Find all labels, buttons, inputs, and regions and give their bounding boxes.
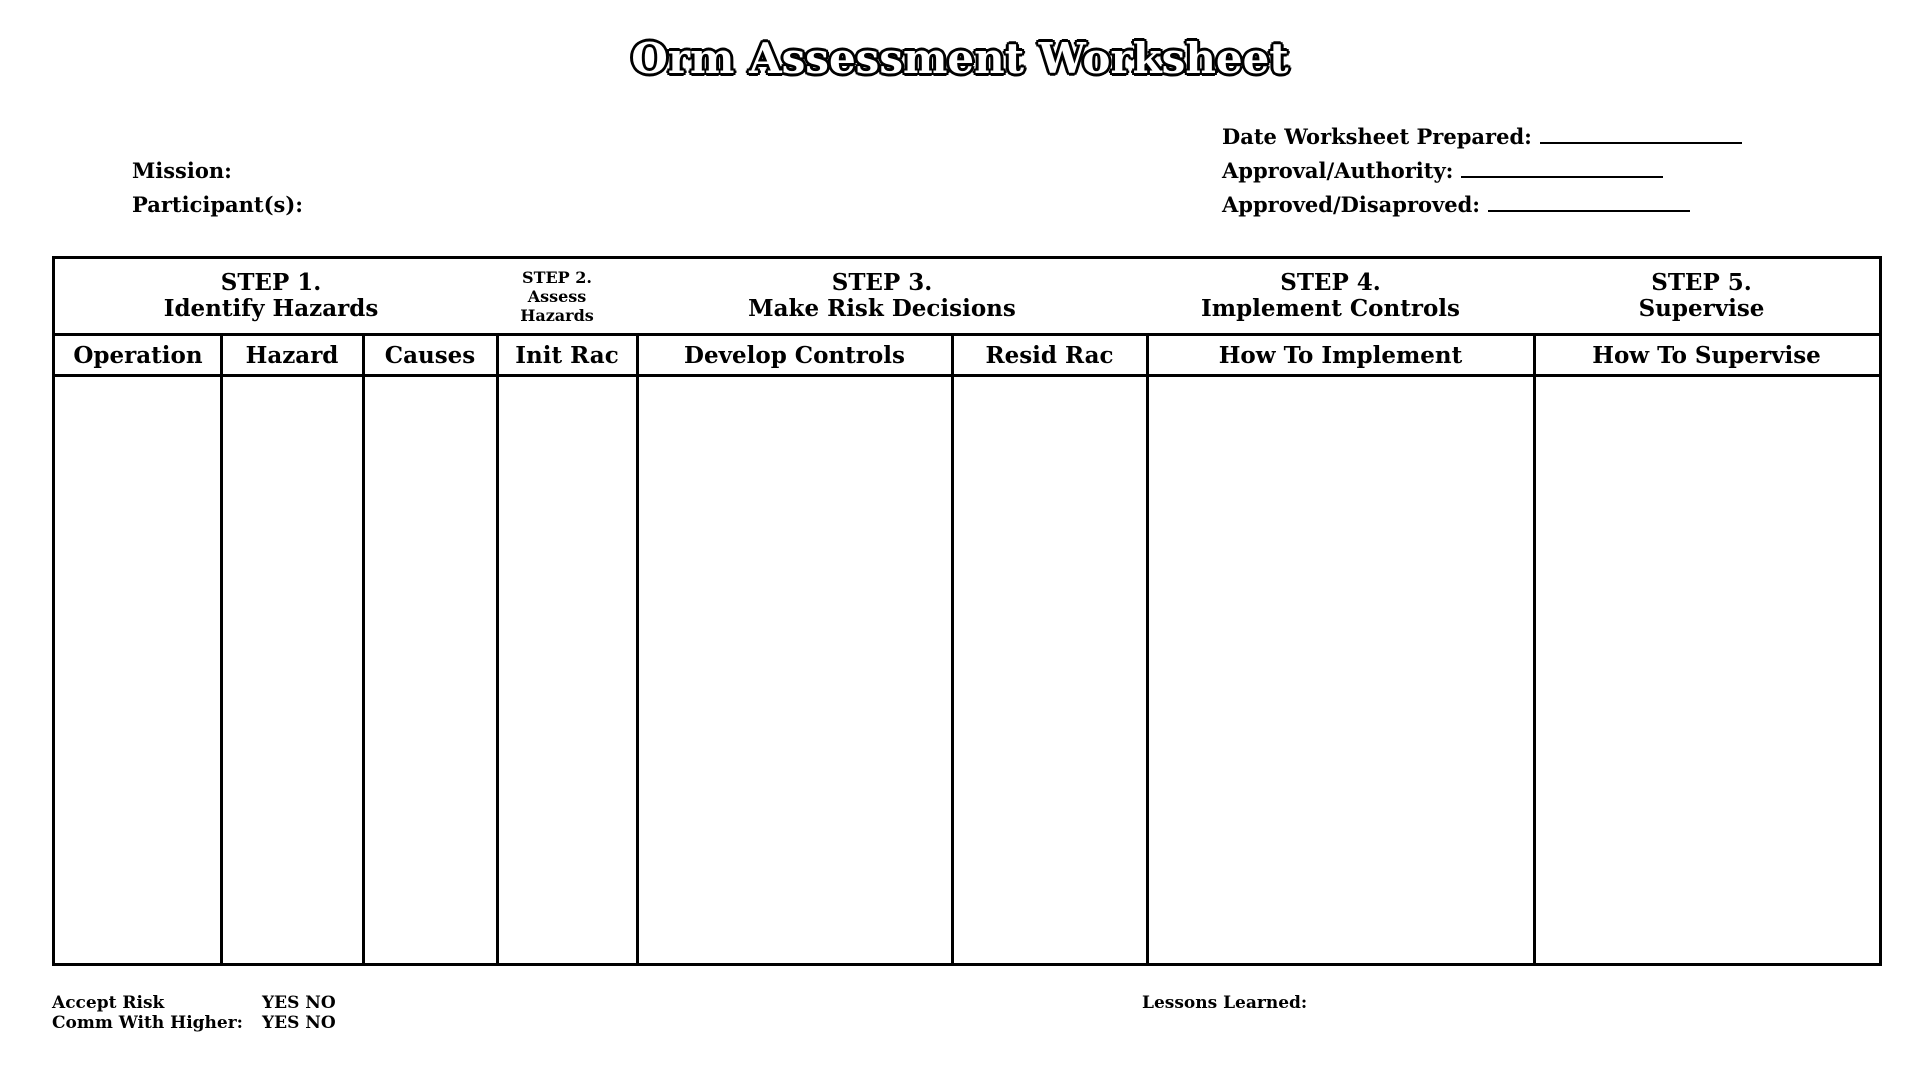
step-3-name: Make Risk Decisions bbox=[748, 295, 1016, 322]
worksheet-title: Orm Assessment Worksheet bbox=[631, 34, 1289, 83]
step-2-number: STEP 2. bbox=[522, 267, 592, 287]
approval-authority-field[interactable] bbox=[1222, 158, 1663, 183]
develop-controls-entry-cell[interactable] bbox=[639, 377, 951, 963]
init-rac-entry-cell[interactable] bbox=[499, 377, 636, 963]
column-causes: Causes bbox=[384, 341, 476, 369]
step-5-name: Supervise bbox=[1638, 295, 1765, 322]
step-1-number: STEP 1. bbox=[220, 269, 322, 296]
approved-disapproved-label: Approved/Disaproved: bbox=[1222, 192, 1481, 217]
approval-authority-label: Approval/Authority: bbox=[1222, 158, 1454, 183]
approval-authority-blank[interactable] bbox=[1461, 158, 1663, 178]
column-develop-controls: Develop Controls bbox=[684, 341, 905, 369]
step-1-name: Identify Hazards bbox=[163, 295, 379, 322]
date-prepared-blank[interactable] bbox=[1540, 124, 1742, 144]
column-how-to-implement: How To Implement bbox=[1218, 341, 1463, 369]
how-to-supervise-entry-cell[interactable] bbox=[1536, 377, 1879, 963]
comm-higher-label: Comm With Higher: bbox=[52, 1013, 243, 1033]
step-5-number: STEP 5. bbox=[1651, 269, 1752, 296]
lessons-learned-label: Lessons Learned: bbox=[1142, 993, 1308, 1013]
step-2-header bbox=[487, 259, 627, 333]
step-5-header bbox=[1524, 259, 1879, 333]
causes-entry-cell[interactable] bbox=[365, 377, 496, 963]
how-to-implement-entry-cell[interactable] bbox=[1149, 377, 1533, 963]
column-init-rac: Init Rac bbox=[515, 341, 619, 369]
approved-disapproved-field[interactable] bbox=[1222, 192, 1690, 217]
participants-label: Participant(s): bbox=[132, 192, 304, 217]
date-prepared-label: Date Worksheet Prepared: bbox=[1222, 124, 1532, 149]
column-header-row bbox=[55, 336, 1879, 377]
step-4-header bbox=[1137, 259, 1524, 333]
step-1-header bbox=[55, 259, 487, 333]
mission-label: Mission: bbox=[132, 158, 232, 183]
step-4-number: STEP 4. bbox=[1280, 269, 1381, 296]
step-2-name: Assess bbox=[527, 286, 587, 306]
step-3-header bbox=[627, 259, 1137, 333]
operation-entry-cell[interactable] bbox=[55, 377, 220, 963]
step-4-name: Implement Controls bbox=[1200, 295, 1460, 322]
date-prepared-field[interactable] bbox=[1222, 124, 1742, 149]
column-how-to-supervise: How To Supervise bbox=[1592, 341, 1821, 369]
approved-disapproved-blank[interactable] bbox=[1488, 192, 1690, 212]
resid-rac-entry-cell[interactable] bbox=[954, 377, 1146, 963]
column-operation: Operation bbox=[73, 341, 203, 369]
accept-risk-label: Accept Risk bbox=[52, 993, 165, 1013]
assessment-table bbox=[52, 256, 1882, 966]
accept-risk-options[interactable]: YES NO bbox=[262, 993, 336, 1013]
steps-header-row bbox=[55, 259, 1879, 336]
comm-higher-options[interactable]: YES NO bbox=[262, 1013, 336, 1033]
hazard-entry-cell[interactable] bbox=[223, 377, 362, 963]
step-2-name-line2: Hazards bbox=[520, 305, 594, 325]
column-hazard: Hazard bbox=[245, 341, 339, 369]
step-3-number: STEP 3. bbox=[831, 269, 933, 296]
column-resid-rac: Resid Rac bbox=[985, 341, 1114, 369]
